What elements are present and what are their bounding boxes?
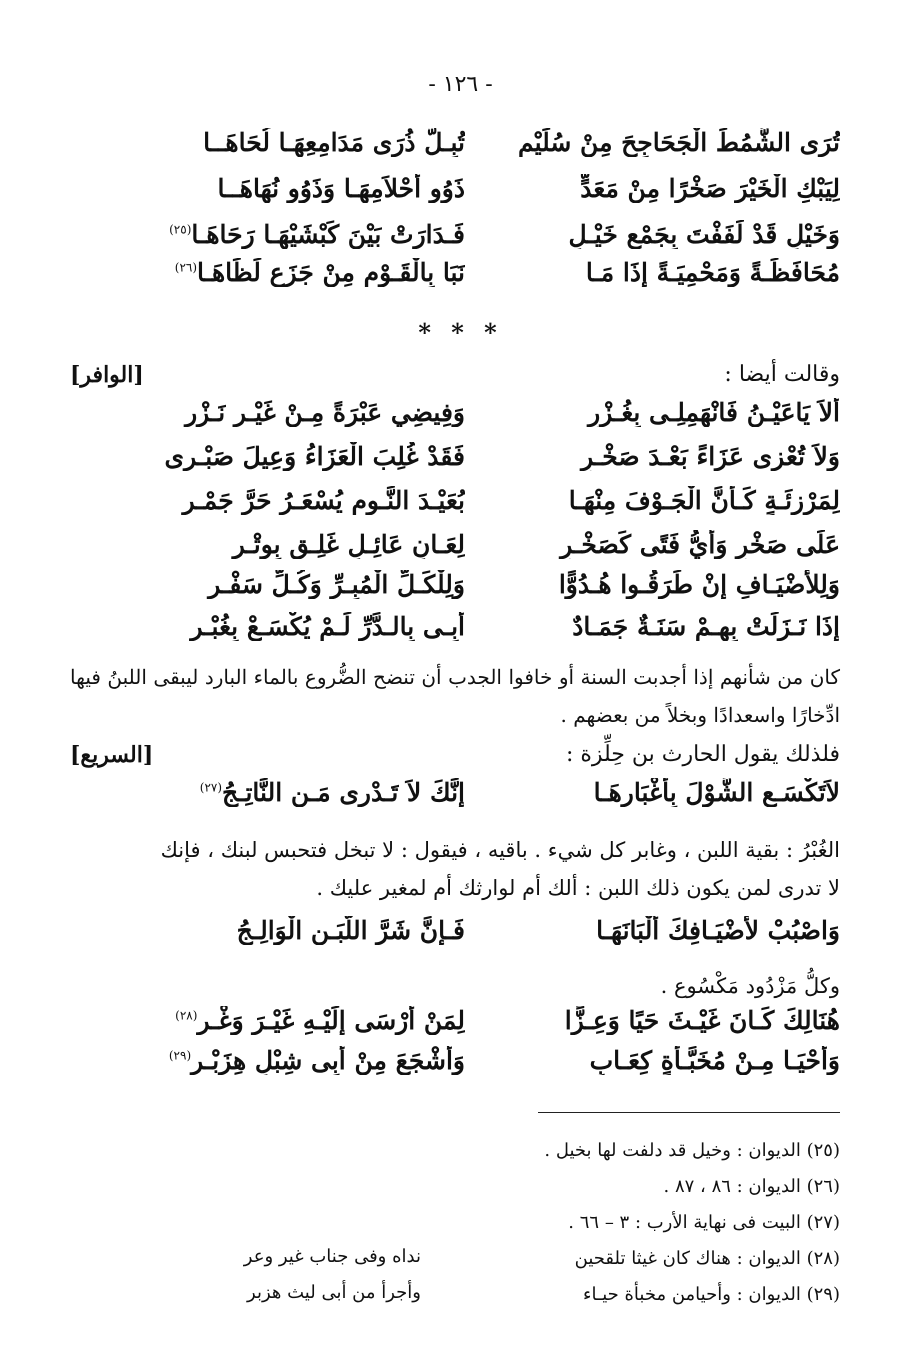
footnote-marker: (٢٧) bbox=[199, 780, 223, 795]
verse-second-hemistich bbox=[70, 1006, 465, 1035]
verse-second-hemistich: فَقَدْ غُلِبَ الْعَزَاءُ وَعِيلَ صَبْـرِى bbox=[164, 442, 465, 471]
footnote-marker: (٢٦) bbox=[174, 260, 198, 275]
footnote: (٢٩) الديوان : وأحيامن مخبأة حيـاء bbox=[583, 1284, 840, 1305]
verse-text: تُبِـلُّ ذُرَى مَدَامِعِهَـا لُحَاهَــا bbox=[203, 128, 465, 157]
verse-second-hemistich bbox=[70, 174, 465, 203]
verse-first-hemistich: عَلَى صَخْرٍ وَأَيُّ فَتًى كَصَخْـرٍ bbox=[560, 530, 840, 559]
verse-second-hemistich: بُعَيْـدَ النَّـومِ يُسْعَـرُ حَرَّ جَمْـرِ bbox=[182, 486, 465, 515]
verse-second-hemistich bbox=[70, 778, 465, 807]
verse-line bbox=[70, 612, 840, 641]
verse-first-hemistich: إِذَا نَـزَلَتْ بِهِـمْ سَنَـةٌ جَمَـادٌ bbox=[572, 612, 840, 641]
verse-line bbox=[70, 1046, 840, 1075]
poem-intro bbox=[70, 742, 840, 768]
verse-second-hemistich bbox=[70, 258, 465, 287]
verse-second-hemistich: وَلِلْكَـلِّ الْمُبِـرِّ وَكُـلِّ سَفْـرِ bbox=[208, 570, 465, 599]
verse-first-hemistich: وَلِلأَضْيَـافِ إِنْ طَرَقُـوا هُـدُوًّا bbox=[558, 570, 840, 599]
footnote-marker: (٢٥) bbox=[169, 222, 192, 237]
footnote-divider bbox=[538, 1112, 840, 1113]
footnote: (٢٧) البيت فى نهاية الأرب : ٣ – ٦٦ . bbox=[568, 1212, 840, 1233]
verse-first-hemistich: تُرَى الشُّمُطَ الْجَحَاجِحَ مِنْ سُلَيْم bbox=[517, 128, 840, 157]
verse-first-hemistich: لاَتَكْسَـعِ الشَّوْلَ بِأَغْبَارِهَـا bbox=[593, 778, 840, 807]
prose-line: لا تدرى لمن يكون ذلك اللبن : ألك أم لوارثك أم لمغير عليك . bbox=[316, 876, 840, 900]
verse-second-hemistich bbox=[70, 220, 465, 249]
verse-second-hemistich: فَـإِنَّ شَرَّ اللَّبَـنِ الْوَالِـجُ bbox=[236, 916, 465, 945]
verse-text: نَبَا بِالْقَـوْمِ مِنْ جَزَعٍ لَظَاهَـا bbox=[197, 258, 465, 287]
verse-line bbox=[70, 778, 840, 807]
verse-first-hemistich: وَخَيْلٍ قَدْ لَفَفْتَ بِجَمْعِ خَيْـلٍ bbox=[568, 220, 840, 249]
verse-text: وَأَشْجَعَ مِنْ أَبِى شِبْلٍ هِزَبْـرِ bbox=[191, 1046, 465, 1075]
verse-text: لِمَنْ أَرْسَى إِلَيْـهِ غَيْـرَ وَغْـرِ bbox=[197, 1006, 465, 1035]
verse-text: إِنَّكَ لاَ تَـدْرِى مَـنِ النَّاتِـجُ bbox=[222, 778, 465, 807]
verse-line bbox=[70, 442, 840, 471]
verse-line bbox=[70, 1006, 840, 1035]
footnote-continuation: نداه وفى جناب غير وعر bbox=[243, 1246, 421, 1267]
verse-line bbox=[70, 258, 840, 287]
intro-text: فلذلك يقول الحارث بن حِلِّزة : bbox=[565, 742, 840, 767]
meter-label: [السريع] bbox=[70, 742, 154, 768]
verse-first-hemistich: وَلاَ تُعْزِى عَزَاءً بَعْـدَ صَخْـرٍ bbox=[581, 442, 840, 471]
verse-line bbox=[70, 174, 840, 203]
intro-text: وقالت أيضا : bbox=[724, 362, 840, 387]
verse-second-hemistich bbox=[70, 1046, 465, 1075]
meter-label: [الوافر] bbox=[70, 362, 144, 388]
footnote: (٢٨) الديوان : هناك كان غيثا تلقحين bbox=[574, 1248, 840, 1269]
verse-line bbox=[70, 486, 840, 515]
verse-line bbox=[70, 398, 840, 427]
prose-line: الغُبْرُ : بقية اللبن ، وغابر كل شيء . باقيه ، فيقول : لا تبخل فتحبس لبنك ، فإنك bbox=[160, 838, 840, 862]
page-number: - ١٢٦ - bbox=[428, 72, 493, 97]
verse-first-hemistich: أَلاَ يَاعَيْـنُ فَانْهَمِلِـى بِغُـزْرٍ bbox=[588, 398, 840, 427]
verse-line bbox=[70, 916, 840, 945]
verse-first-hemistich: وَاصْبُبْ لأَضْيَـافِكَ أَلْبَانَهَـا bbox=[596, 916, 840, 945]
verse-line bbox=[70, 530, 840, 559]
prose-line: وكلُّ مَزْدُود مَكْسُوع . bbox=[660, 974, 840, 998]
poem-intro bbox=[70, 362, 840, 388]
footnote-continuation: وأجرأ من أبى ليث هزبر bbox=[247, 1282, 421, 1303]
verse-second-hemistich: أَبِـى بِالـدَّرِّ لَـمْ يُكْسَـعْ بِغُبْـرِ bbox=[190, 612, 465, 641]
verse-second-hemistich bbox=[70, 128, 465, 157]
footnote-marker: (٢٩) bbox=[168, 1048, 192, 1063]
prose-paragraph: كان من شأنهم إذا أجدبت السنة أو خافوا الجدب أن تنضح الضُّروع بالماء البارد ليبقى اللبنُ فيها ادِّخارًا واسعدادًا وبخلاً من بعضهم . bbox=[70, 665, 840, 727]
footnote: (٢٥) الديوان : وخيل قد دلفت لها بخيل . bbox=[544, 1140, 840, 1161]
verse-line bbox=[70, 128, 840, 157]
verse-first-hemistich: مُحَافَظَـةً وَمَحْمِيَـةً إِذَا مَـا bbox=[585, 258, 840, 287]
verse-first-hemistich: لِيَبْكِ الْخَيْرَ صَخْرًا مِنْ مَعَدٍّ bbox=[580, 174, 840, 203]
section-separator: * * * bbox=[418, 318, 503, 347]
footnote-marker: (٢٨) bbox=[175, 1008, 198, 1023]
verse-line bbox=[70, 570, 840, 599]
verse-first-hemistich: وَأَحْيَـا مِـنْ مُخَبَّـأَةٍ كِعَـابٍ bbox=[589, 1046, 840, 1075]
verse-text: فَـدَارَتْ بَيْنَ كَبْشَيْهَـا رَحَاهَـا bbox=[191, 220, 465, 249]
footnote: (٢٦) الديوان : ٨٦ ، ٨٧ . bbox=[663, 1176, 840, 1197]
verse-line bbox=[70, 220, 840, 249]
verse-second-hemistich: لِعَـانٍ عَائِـلٍ غَلِـقٍ بِوِتْـرِ bbox=[232, 530, 465, 559]
verse-text: ذَوُو أَحْلاَمِهَـا وَذَوُو نُهَاهَــا bbox=[217, 174, 465, 203]
verse-second-hemistich: وَفِيضِي عَبْرَةً مِـنْ غَيْـرِ نَـزْرِ bbox=[185, 398, 465, 427]
verse-first-hemistich: لِمَرْزِئَـةٍ كَـأَنَّ الْجَـوْفَ مِنْهَـا bbox=[568, 486, 840, 515]
verse-first-hemistich: هُنَالِكَ كَـانَ غَيْـثَ حَيًا وَعِـزًّا bbox=[564, 1006, 840, 1035]
